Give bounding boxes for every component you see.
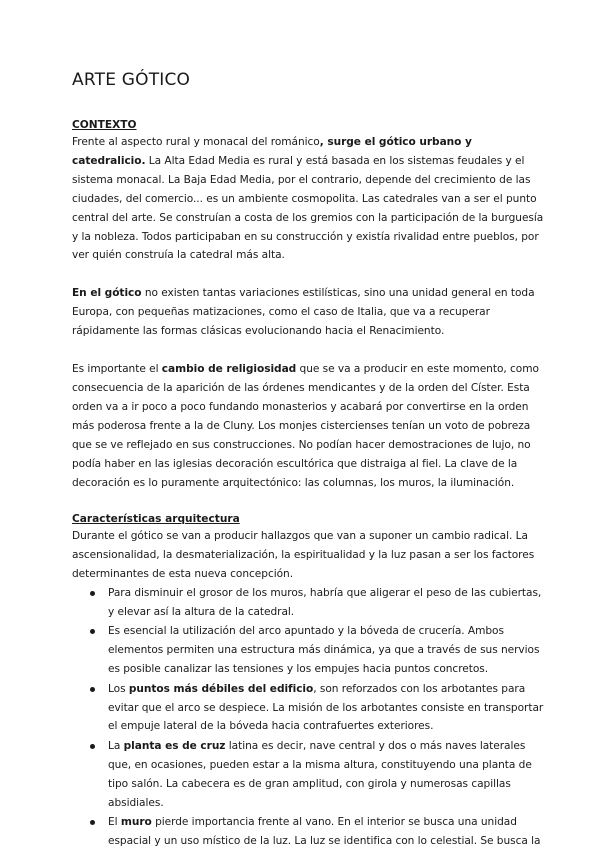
text-run: La	[108, 739, 124, 752]
paragraph-contexto-2	[72, 284, 544, 341]
bold-run: cambio de religiosidad	[161, 363, 297, 376]
text-run: Es esencial la utilización del arco apuntado y la bóveda de crucería. Ambos elementos permiten una estructura más dinámica, ya que a través de sus nervios es posible canalizar las tensiones y los empujes hacia puntos concretos.	[108, 625, 540, 676]
bold-run: planta es de cruz	[123, 739, 226, 752]
list-item	[108, 584, 544, 622]
section-contexto	[72, 117, 544, 492]
bullet-list	[72, 584, 544, 851]
text-run: Frente al aspecto rural y monacal del románico	[72, 136, 320, 148]
bullet-icon	[90, 629, 95, 634]
text-run: que se va a producir en este momento, como consecuencia de la aparición de las órdenes mendicantes y de la orden del Císter. Esta orden va a ir poco a poco fundando monasterios y acabará por convertirse en la orden más poderosa frente a la de Cluny. Los monjes cistercienses tenían un voto de pobreza que se ve reflejado en sus construcciones. No podían hacer demostraciones de lujo, no podía haber en las iglesias decoración escultórica que distraiga al fiel. La clave de la decoración es lo puramente arquitectónico: las columnas, los muros, la iluminación.	[72, 363, 539, 489]
text-run: Los	[108, 682, 129, 695]
text-run: La Alta Edad Media es rural y está basada en los sistemas feudales y el sistema monacal. La Baja Edad Media, por el contrario, depende del crecimiento de las ciudades, del comercio... es un ambiente cosmopolita. Las catedrales van a ser el punto central del arte. Se construían a costa de los gremios con la participación de la burguesía y la nobleza. Todos participaban en su construcción y existía rivalidad entre pueblos, por ver quién construía la catedral más alta.	[72, 154, 544, 262]
bold-run: muro	[120, 816, 152, 828]
text-run: El	[108, 816, 121, 828]
paragraph-arquitectura-intro: Durante el gótico se van a producir hallazgos que van a suponer un cambio radical. La ascensionalidad, la desmaterialización, la espiritualidad y la luz pasan a ser los factores determinantes de esta nueva concepción.	[72, 530, 535, 581]
document-title: ARTE GÓTICO	[72, 70, 191, 90]
bold-run: En el gótico	[72, 287, 142, 300]
bold-run: puntos más débiles del edificio	[128, 682, 314, 695]
bullet-icon	[90, 820, 95, 825]
text-run: latina es decir, nave central y dos o más naves laterales que, en ocasiones, pueden estar a la misma altura, constituyendo una planta de tipo salón. La cabecera es de gran amplitud, con girola y numerosas capillas absidiales.	[108, 739, 532, 809]
paragraph-contexto-1	[72, 133, 544, 265]
bullet-icon	[90, 687, 95, 692]
section-heading-arquitectura: Características arquitectura	[72, 513, 240, 526]
list-item	[108, 813, 544, 851]
section-heading-contexto: CONTEXTO	[72, 119, 137, 131]
text-run: , son reforzados con los arbotantes para evitar que el arco se despiece. La misión de los arbotantes consiste en transportar el empuje lateral de la bóveda hacia contrafuertes exteriores.	[108, 682, 544, 733]
list-item	[108, 737, 544, 813]
text-run: Es importante el	[72, 363, 162, 376]
list-item	[108, 680, 544, 737]
text-run: no existen tantas variaciones estilísticas, sino una unidad general en toda Europa, con pequeñas matizaciones, como el caso de Italia, que va a recuperar rápidamente las formas clásicas evolucionando hacia el Renacimiento.	[72, 287, 535, 338]
text-run: Para disminuir el grosor de los muros, habría que aligerar el peso de las cubiertas, y elevar así la altura de la catedral.	[108, 587, 542, 619]
bold-run: , surge el gótico urbano y catedralicio.	[72, 136, 472, 167]
bullet-icon	[90, 591, 95, 596]
paragraph-contexto-3	[72, 360, 544, 492]
section-arquitectura	[72, 511, 544, 850]
text-run: pierde importancia frente al vano. En el interior se busca una unidad espacial y un uso místico de la luz. La luz se identifica con lo celestial. Se busca la	[108, 816, 541, 847]
bullet-icon	[90, 744, 95, 749]
list-item	[108, 622, 544, 679]
